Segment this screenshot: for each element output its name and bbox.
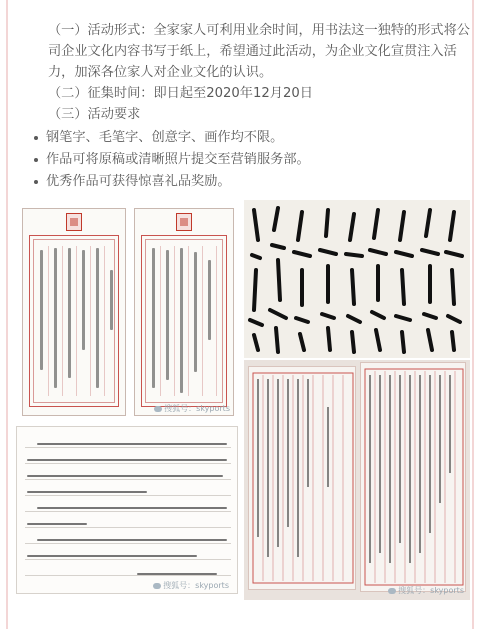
seal-icon xyxy=(176,213,192,231)
handwritten-letter-photo xyxy=(16,426,238,594)
list-item: 钢笔字、毛笔字、创意字、画作均不限。 xyxy=(22,127,470,149)
watermark-text: 搜狐号：skyports xyxy=(153,580,229,591)
article-page xyxy=(6,0,474,629)
article-text xyxy=(22,20,470,193)
hardpen-sheets-photo xyxy=(244,360,470,600)
sohu-logo-icon xyxy=(388,588,396,594)
hardpen-sheet-right xyxy=(360,362,466,592)
collection-time-line: （二）征集时间：即日起至2020年12月20日 xyxy=(48,86,313,101)
watermark-text: 搜狐号：skyports xyxy=(154,403,230,414)
list-item: 作品可将原稿或清晰照片提交至营销服务部。 xyxy=(22,149,470,171)
list-item: 优秀作品可获得惊喜礼品奖励。 xyxy=(22,171,470,193)
watermark-text: 搜狐号：skyports xyxy=(388,585,464,596)
hardpen-sheet-left xyxy=(248,366,356,590)
sohu-logo-icon xyxy=(154,406,162,412)
calligraphy-sheet-left xyxy=(22,208,126,416)
calligraphy-sheet-right xyxy=(134,208,234,416)
seal-icon xyxy=(66,213,82,231)
activity-form-paragraph: （一）活动形式：全家家人可利用业余时间，用书法这一独特的形式将公司企业文化内容书写于纸上，希望通过此活动，为企业文化宣贯注入活力，加深各位家人对企业文化的认识。 xyxy=(48,23,470,80)
requirements-heading: （三）活动要求 xyxy=(48,107,141,122)
brush-calligraphy-photo xyxy=(244,200,470,358)
brush-strokes xyxy=(244,200,470,358)
requirements-list xyxy=(22,127,470,193)
sohu-logo-icon xyxy=(153,583,161,589)
calligraphy-photo-1 xyxy=(14,202,240,418)
